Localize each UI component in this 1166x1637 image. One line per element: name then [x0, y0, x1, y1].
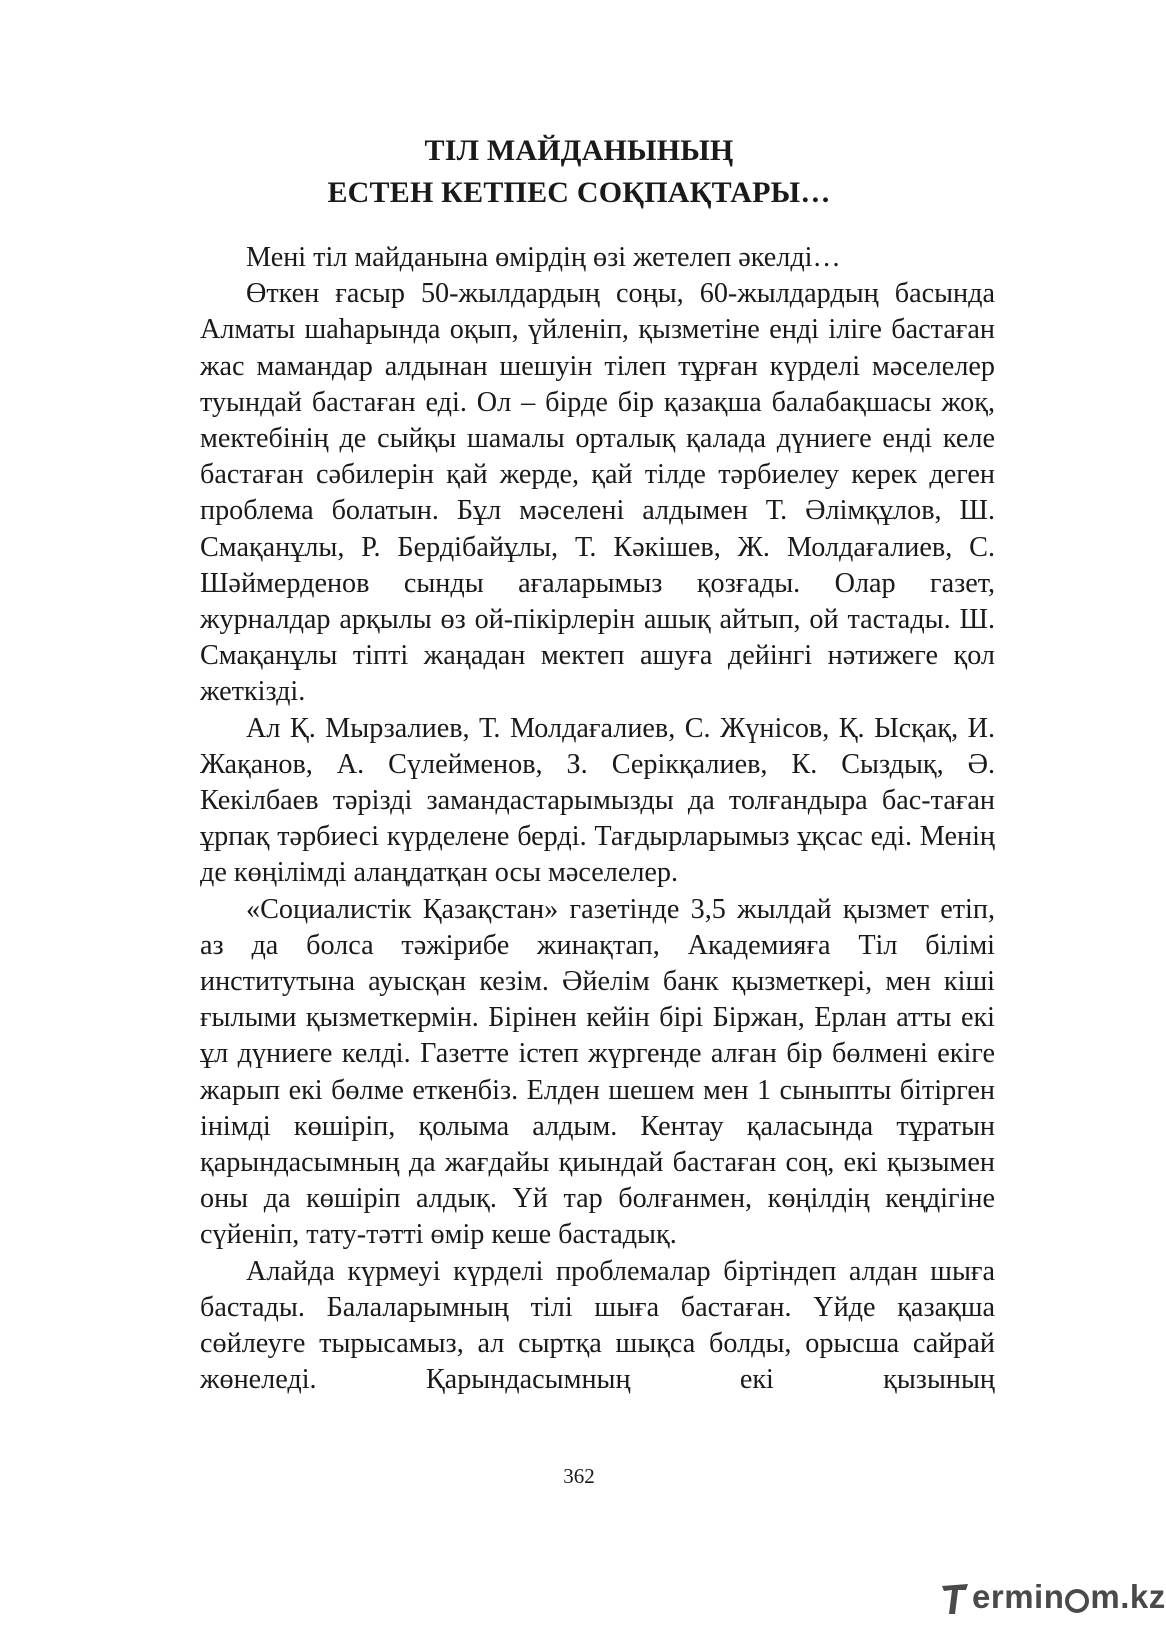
body-text: [200, 240, 995, 1399]
page-title: [0, 130, 1158, 214]
page-number: 362: [563, 1464, 595, 1488]
title-line-2: ЕСТЕН КЕТПЕС СОҚПАҚТАРЫ…: [327, 176, 831, 209]
paragraph-2: Өткен ғасыр 50-жылдардың соңы, 60-жылдардың басында Алматы шаһарында оқып, үйленіп, қызметіне енді іліге бастаған жас мамандар алдынан шешуін тілеп тұрған күрделі мәселелер туындай бастаған еді. Ол – бірде бір қазақша балабақшасы жоқ, мектебінің де сыйқы шамалы орталық қалада дүниеге енді келе бастаған сәбилерін қай жерде, қай тілде тәрбиелеу керек деген проблема болатын. Бұл мәселені алдымен Т. Әлімқұлов, Ш. Смақанұлы, Р. Бердібайұлы, Т. Кәкішев, Ж. Молдағалиев, С. Шәймерденов сынды ағаларымыз қозғады. Олар газет, журналдар арқылы өз ой-пікірлерін ашық айтып, ой тастады. Ш. Смақанұлы тіпті жаңадан мектеп ашуға дейінгі нәтижеге қол жеткізді.: [200, 278, 995, 708]
watermark-text-2: m.kz: [1090, 1578, 1166, 1615]
watermark-text-1: ermin: [972, 1578, 1065, 1615]
paragraph-3: Ал Қ. Мырзалиев, Т. Молдағалиев, С. Жүнісов, Қ. Ысқақ, И. Жақанов, А. Сүлейменов, З. Серікқалиев, К. Сыздық, Ә. Кекілбаев тәрізді замандастарымызды да толғандыра бас-таған ұрпақ тәрбиесі күрделене берді. Тағдырларымыз ұқсас еді. Менің де көңілімді алаңдатқан осы мәселелер.: [200, 712, 995, 889]
paragraph-5: Алайда күрмеуі күрделі проблемалар біртіндеп алдан шыға бастады. Балаларымның тілі шыға бастаған. Үйде қазақша сөйлеуге тырысамыз, ал сыртқа шықса болды, орысша сайрай жөнеледі. Қарындасымның екі қызының: [200, 1255, 995, 1396]
circle-o-icon: [1065, 1589, 1089, 1613]
paragraph-1: Мені тіл майданына өмірдің өзі жетелеп әкелді…: [246, 242, 841, 273]
title-line-1: ТІЛ МАЙДАНЫНЫҢ: [424, 134, 734, 167]
paragraph-4: «Социалистік Қазақстан» газетінде 3,5 жылдай қызмет етіп, аз да болса тәжірибе жинақтап, Академияға Тіл білімі институтына ауысқан кезім. Әйелім банк қызметкері, мен кіші ғылыми қызметкермін. Бірінен кейін бірі Біржан, Ерлан атты екі ұл дүниеге келді. Газетте істеп жүргенде алған бір бөлмені екіге жарып екі бөлме еткенбіз. Елден шешем мен 1 сыныпты бітірген інімді көшіріп, қолыма алдым. Кентау қаласында тұратын қарындасымның да жағдайы қиындай бастаған соң, екі қызымен оны да көшіріп алдық. Үй тар болғанмен, көңілдің кеңдігіне сүйеніп, тату-тәтті өмір кеше бастадық.: [200, 893, 995, 1251]
watermark-logo: [940, 1578, 1166, 1616]
t-logo-icon: [940, 1582, 970, 1616]
